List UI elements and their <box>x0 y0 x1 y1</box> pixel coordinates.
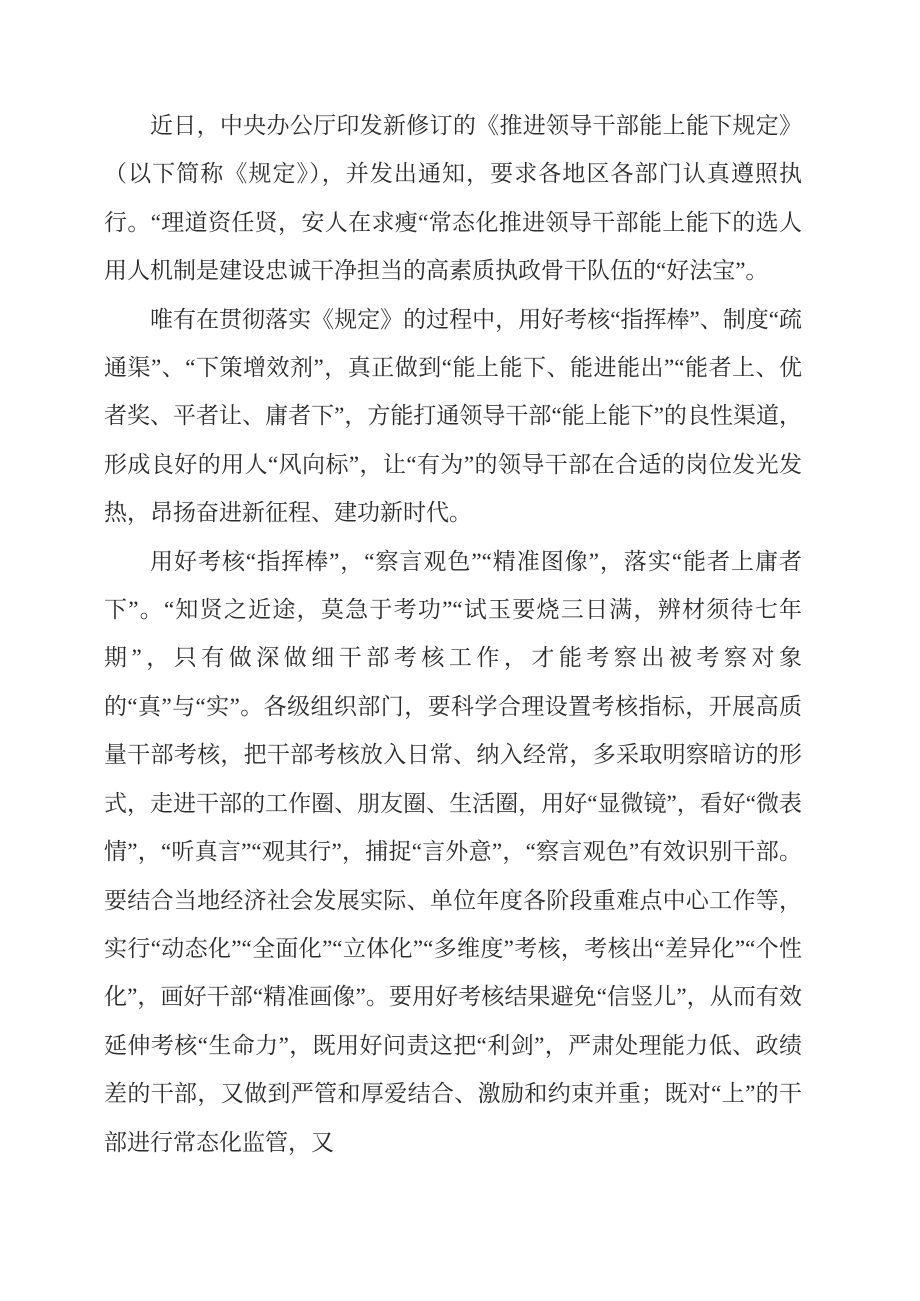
paragraph: 唯有在贯彻落实《规定》的过程中，用好考核“指挥棒”、制度“疏通渠”、“下策增效剂”，真正做到“能上能下、能进能出”“能者上、优者奖、平者让、庸者下”，方能打通领导干部“能上能下”的良性渠道，形成良好的用人“风向标”，让“有为”的领导干部在合适的岗位发光发热，昂扬奋进新征程、建功新时代。 <box>104 306 802 526</box>
paragraph: 近日，中央办公厅印发新修订的《推进领导干部能上能下规定》（以下简称《规定》），并发出通知，要求各地区各部门认真遵照执行。“理道资任贤，安人在求瘦“常态化推进领导干部能上能下的选人用人机制是建设忠诚干净担当的高素质执政骨干队伍的“好法宝”。 <box>104 113 802 284</box>
document-body <box>104 102 802 1167</box>
paragraph: 用好考核“指挥棒”，“察言观色”“精准图像”，落实“能者上庸者下”。“知贤之近途，莫急于考功”“试玉要烧三日满，辨材须待七年期”，只有做深做细干部考核工作，才能考察出被考察对象的“真”与“实”。各级组织部门，要科学合理设置考核指标，开展高质量干部考核，把干部考核放入日常、纳入经常，多采取明察暗访的形式，走进干部的工作圈、朋友圈、生活圈，用好“显微镜”，看好“微表情”，“听真言”“观其行”，捕捉“言外意”，“察言观色”有效识别干部。要结合当地经济社会发展实际、单位年度各阶段重难点中心工作等，实行“动态化”“全面化”“立体化”“多维度”考核，考核出“差异化”“个性化”，画好干部“精准画像”。要用好考核结果避免“信竖儿”，从而有效延伸考核“生命力”，既用好问责这把“利剑”，严肃处理能力低、政绩差的干部，又做到严管和厚爱结合、激励和约束并重；既对“上”的干部进行常态化监管，又 <box>104 548 802 1155</box>
